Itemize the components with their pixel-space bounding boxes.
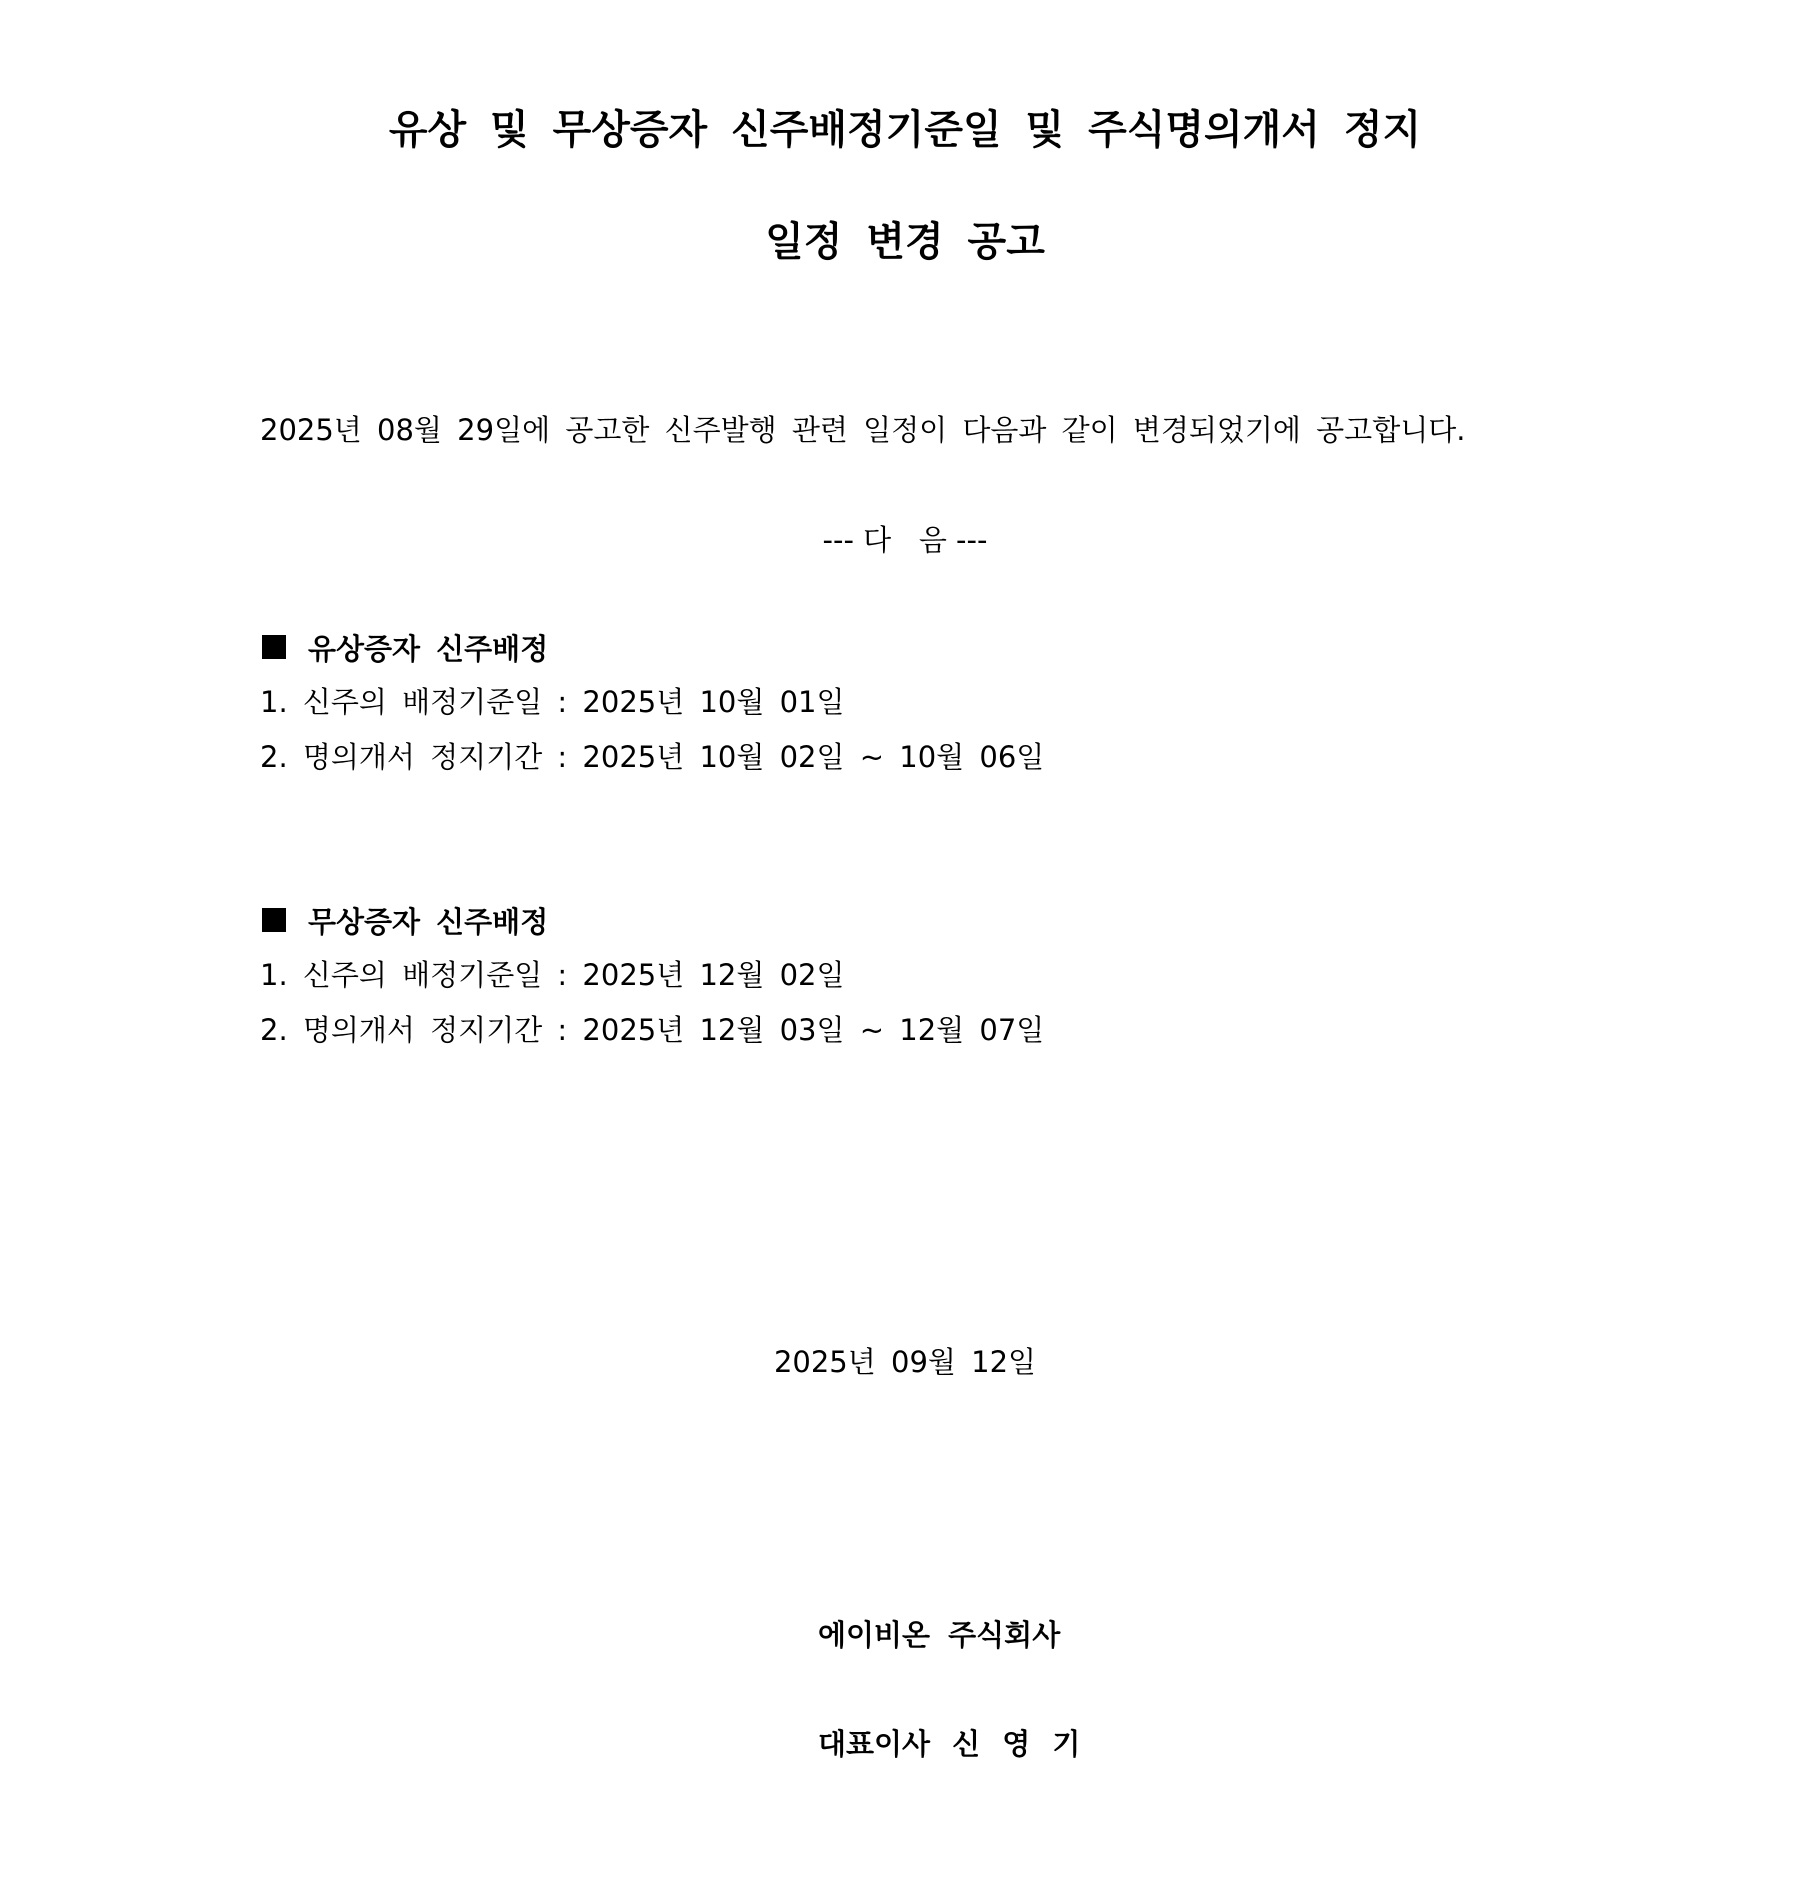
list-item: 1. 신주의 배정기준일 : 2025년 10월 01일 [260,685,845,719]
list-item: 2. 명의개서 정지기간 : 2025년 12월 03일 ~ 12월 07일 [260,1013,1045,1047]
separator-heading: --- 다 음 --- [822,523,988,557]
company-name: 에이비온 주식회사 [818,1618,1061,1652]
section-paid-in-capital-increase [260,627,1044,777]
black-square-icon [262,635,286,659]
list-item: 1. 신주의 배정기준일 : 2025년 12월 02일 [260,958,845,992]
announcement-date: 2025년 09월 12일 [773,1345,1037,1379]
page-title-line-2: 일정 변경 공고 [765,219,1045,265]
representative-name: 대표이사 신 영 기 [818,1727,1081,1761]
section-bonus-issue [260,900,1044,1050]
section-heading-label: 무상증자 신주배정 [308,904,549,939]
intro-paragraph: 2025년 08월 29일에 공고한 신주발행 관련 일정이 다음과 같이 변경되었기에 공고합니다. [260,413,1466,447]
page-title-line-1: 유상 및 무상증자 신주배정기준일 및 주식명의개서 정지 [388,107,1422,153]
section-heading [260,627,1044,667]
list-item: 2. 명의개서 정지기간 : 2025년 10월 02일 ~ 10월 06일 [260,740,1045,774]
section-heading [260,900,1044,940]
black-square-icon [262,908,286,932]
section-heading-label: 유상증자 신주배정 [308,631,549,666]
